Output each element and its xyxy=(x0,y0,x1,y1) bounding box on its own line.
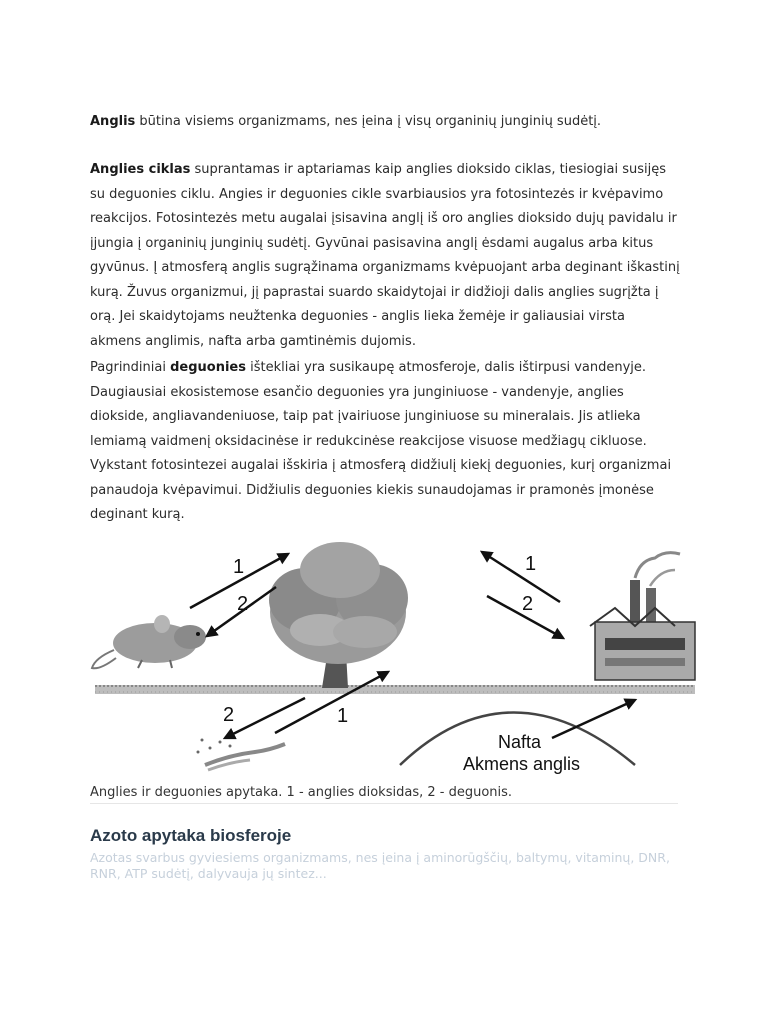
paragraph-oxygen xyxy=(90,356,680,528)
term-anglis: Anglis xyxy=(90,114,136,129)
label-2-bottom: 2 xyxy=(223,704,235,726)
next-article-title[interactable]: Azoto apytaka biosferoje xyxy=(90,826,292,845)
label-1-right-top: 1 xyxy=(525,553,537,575)
paragraph-text: suprantamas ir aptariamas kaip anglies dioksido ciklas, tiesiogiai susijęs su deguonies ciklu. Angies ir deguonies cikle svarbiausios yra fotosintezės ir kvėpavimo reakcijos. Fotosintezės metu augalai įsisavina anglį iš oro anglies dioksido dujų pavidalu ir įjungia į organinių junginių sudėtį. Gyvūnai pasisavina anglį ėsdami augalus arba kitus gyvūnus. Į atmosferą anglis sugrąžinama organizmams kvėpuojant arba deginant iškastinį kurą. Žuvus organizmui, jį paprastai suardo skaidytojai ir didžioji dalis anglies sugrįžta į orą. Jei skaidytojams neužtenka deguonies - anglis lieka žemėje ir galiausiai virsta akmens anglimis, nafta arba gamtinėmis dujomis. xyxy=(90,162,680,349)
paragraph-carbon-intro xyxy=(90,110,680,135)
carbon-oxygen-cycle-figure xyxy=(90,540,700,785)
paragraph-text: būtina visiems organizmams, nes įeina į visų organinių junginių sudėtį. xyxy=(135,114,602,129)
factory-illustration xyxy=(590,553,695,680)
figure-caption: Anglies ir deguonies apytaka. 1 - anglies dioksidas, 2 - deguonis. xyxy=(90,785,513,800)
label-nafta: Nafta xyxy=(498,732,542,752)
term-anglies-ciklas: Anglies ciklas xyxy=(90,162,191,177)
term-deguonies: deguonies xyxy=(170,360,246,375)
paragraph-carbon-cycle xyxy=(90,158,680,354)
label-2-right-top: 2 xyxy=(522,593,534,615)
divider xyxy=(90,803,678,804)
arrow-fuel-to-factory xyxy=(552,700,635,738)
arrow-co2-factory-to-tree xyxy=(482,552,560,602)
label-2-left-top: 2 xyxy=(237,593,249,615)
decomposers-illustration xyxy=(197,739,286,771)
paragraph-text: Pagrindiniai xyxy=(90,360,171,375)
ground-strip xyxy=(95,685,695,694)
next-article-excerpt: Azotas svarbus gyviesiems organizmams, nes įeina į aminorūgščių, baltymų, vitaminų, DNR, RNR, ATP sudėtį, dalyvauja jų sintez... xyxy=(90,850,670,881)
mouse-illustration xyxy=(92,615,206,668)
label-1-bottom: 1 xyxy=(337,705,349,727)
arrow-o2-tree-to-decomposers xyxy=(225,698,305,738)
tree-illustration xyxy=(269,542,408,688)
paragraph-text: ištekliai yra susikaupę atmosferoje, dalis ištirpusi vandenyje. Daugiausiai ekosistemose esančio deguonies yra junginiuose - vandenyje, anglies diokside, angliavandeniuose, taip pat įvairiuose junginiuose su mineralais. Jis atlieka lemiamą vaidmenį oksidacinėse ir redukcinėse reakcijose visuose medžiagų cikluose. Vykstant fotosintezei augalai išskiria į atmosferą didžiulį kiekį deguonies, kurį organizmai panaudoja kvėpavimui. Didžiulis deguonies kiekis sunaudojamas ir pramonės įmonėse deginant kurą. xyxy=(90,360,672,522)
label-1-left-top: 1 xyxy=(233,556,245,578)
label-akmens-anglis: Akmens anglis xyxy=(463,754,581,774)
